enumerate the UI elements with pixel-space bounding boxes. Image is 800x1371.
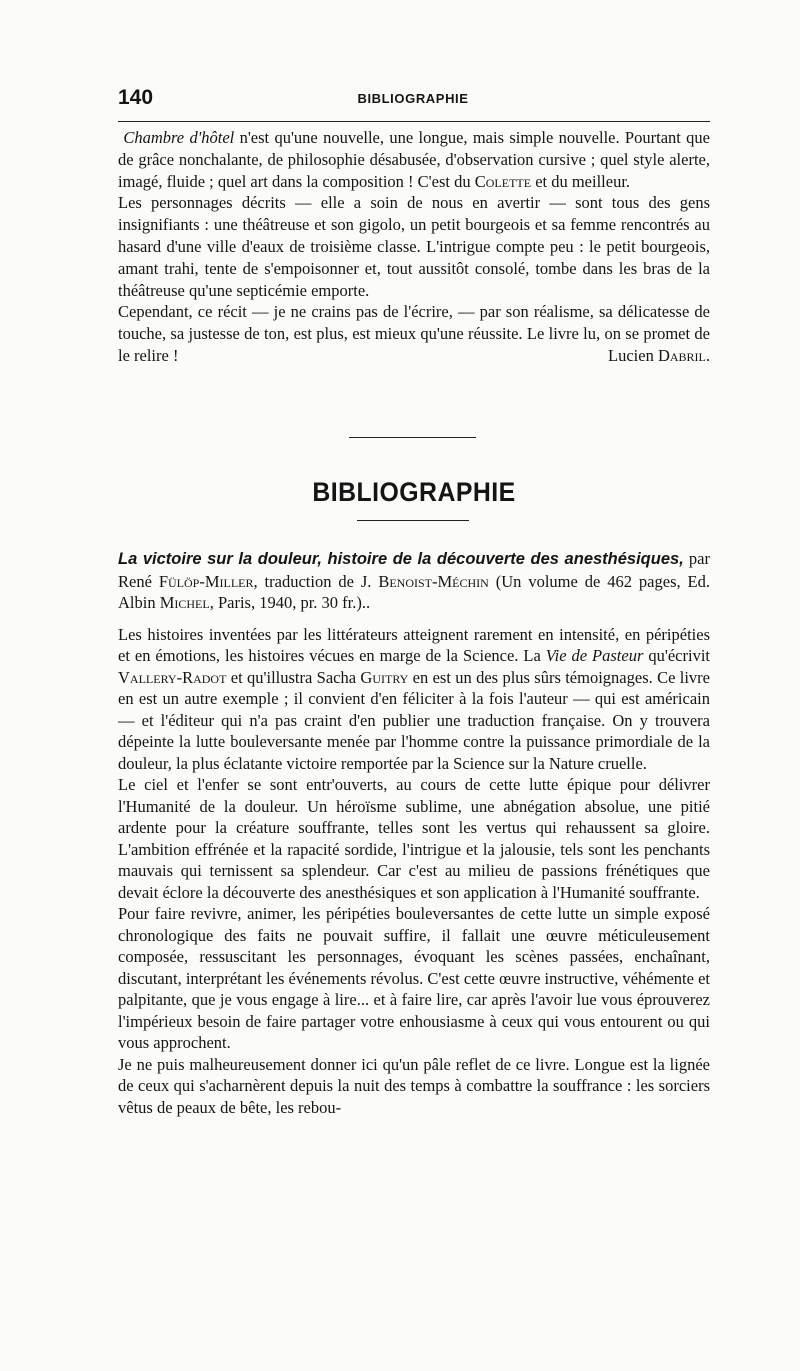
author-guitry: Guitry xyxy=(360,667,409,687)
entry-author: Fülöp-Miller xyxy=(158,571,254,591)
separator-rule-top xyxy=(349,437,476,438)
entry-paragraph-2: Le ciel et l'enfer se sont entr'ouverts, au cours de cette lutte épique pour délivrer l'Humanité de la douleur. Un héroïsme sublime, une abnégation absolue, une pitié ardente pour la créature souffrante, telles sont les vertus qui rehaussent sa gloire. L'ambition effrénée et la rapacité sordide, l'intrigue et la jalousie, tels sont les penchants mauvais qui ternissent sa splendeur. Car c'est au milieu de passions frénétiques que devait éclore la découverte des anesthésiques et son application à l'Humanité souffrante. xyxy=(118,775,710,902)
entry-publisher: Michel xyxy=(159,593,210,612)
entry-citation: La victoire sur la douleur, histoire de la découverte des anesthésiques, par René Fülöp-Miller, traduction de J. Benoist-Méchin (Un volume de 462 pages, Ed. Albin Michel, Paris, 1940, pr. 30 fr.).. xyxy=(118,549,711,612)
entry-book-title: La victoire sur la douleur, histoire de la découverte des anesthésiques, xyxy=(118,550,684,568)
running-header xyxy=(118,86,708,116)
review-paragraph-2: Les personnages décrits — elle a soin de nous en avertir — sont tous des gens insignifiants : une théâtreuse et son gigolo, un petit bourgeois et sa femme rencontrés au hasard d'une ville d'eaux de troisième classe. L'intrigue compte peu : le petit bourgeois, amant trahi, tente de s'empoisonner et, tout aussitôt consolé, tombe dans les bras de la théâtreuse qu'une septicémie emporte. xyxy=(118,193,710,300)
review-signature: Lucien Dabril. xyxy=(608,345,710,365)
bibliography-entry xyxy=(118,548,710,1118)
review-paragraph-3: Cependant, ce récit — je ne crains pas de l'écrire, — par son réalisme, sa délicatesse de touche, sa justesse de ton, est plus, est mieux qu'une réussite. Le livre lu, on se promet de le relire ! Lucien Dabril. xyxy=(118,302,710,365)
book-title-chambre: Chambre d'hôtel xyxy=(123,128,235,147)
book-title-vie-de-pasteur: Vie de Pasteur xyxy=(545,646,644,665)
running-title: BIBLIOGRAPHIE xyxy=(357,91,469,106)
entry-paragraph-4: Je ne puis malheureusement donner ici qu'un pâle reflet de ce livre. Longue est la lignée de ceux qui s'acharnèrent depuis la nuit des temps à combattre la souffrance : les sorciers vêtus de peaux de bête, les rebou- xyxy=(118,1054,710,1117)
page-number: 140 xyxy=(118,86,154,109)
entry-translator: Benoist-Méchin xyxy=(378,571,489,591)
author-colette: Colette xyxy=(474,171,532,191)
entry-paragraph-1: Les histoires inventées par les littérateurs atteignent rarement en intensité, en péripéties et en émotions, les histoires vécues en marge de la Science. La Vie de Pasteur qu'écrivit Vallery-Radot et qu'illustra Sacha Guitry en est un des plus sûrs témoignages. Ce livre en est un autre exemple ; il convient d'en féliciter à la fois l'auteur — qui est américain — et l'éditeur qui n'a pas craint d'en publier une traduction française. On y trouvera dépeinte la lutte bouleversante menée par l'homme contre la puissance primordiale de la douleur, la plus éclatante victoire remportée par la Science sur la Nature cruelle. xyxy=(118,624,710,773)
review-continuation xyxy=(118,127,710,367)
entry-paragraph-3: Pour faire revivre, animer, les péripéties bouleversantes de cette lutte un simple exposé chronologique des faits ne pouvait suffire, il fallait une œuvre méticuleusement composée, ressuscitant les personnages, évoquant les scènes passées, enchaînant, discutant, interprétant les événements révolus. C'est cette œuvre instructive, véhémente et palpitante, que je vous engage à lire... et à faire lire, car après l'avoir lue vous éprouverez l'impérieux besoin de faire partager votre enhousiasme à ceux qui vous entourent ou qui vous approchent. xyxy=(118,904,710,1052)
separator-rule-bottom xyxy=(357,520,469,521)
author-vallery-radot: Vallery-Radot xyxy=(118,667,227,687)
header-rule xyxy=(118,121,710,122)
section-title: BIBLIOGRAPHIE xyxy=(312,477,516,507)
review-paragraph-1: Chambre d'hôtel n'est qu'une nouvelle, une longue, mais simple nouvelle. Pourtant que de grâce nonchalante, de philosophie désabusée, d'observation cursive ; quel style alerte, imagé, fluide ; quel art dans la composition ! C'est du Colette et du meilleur. xyxy=(118,128,710,191)
